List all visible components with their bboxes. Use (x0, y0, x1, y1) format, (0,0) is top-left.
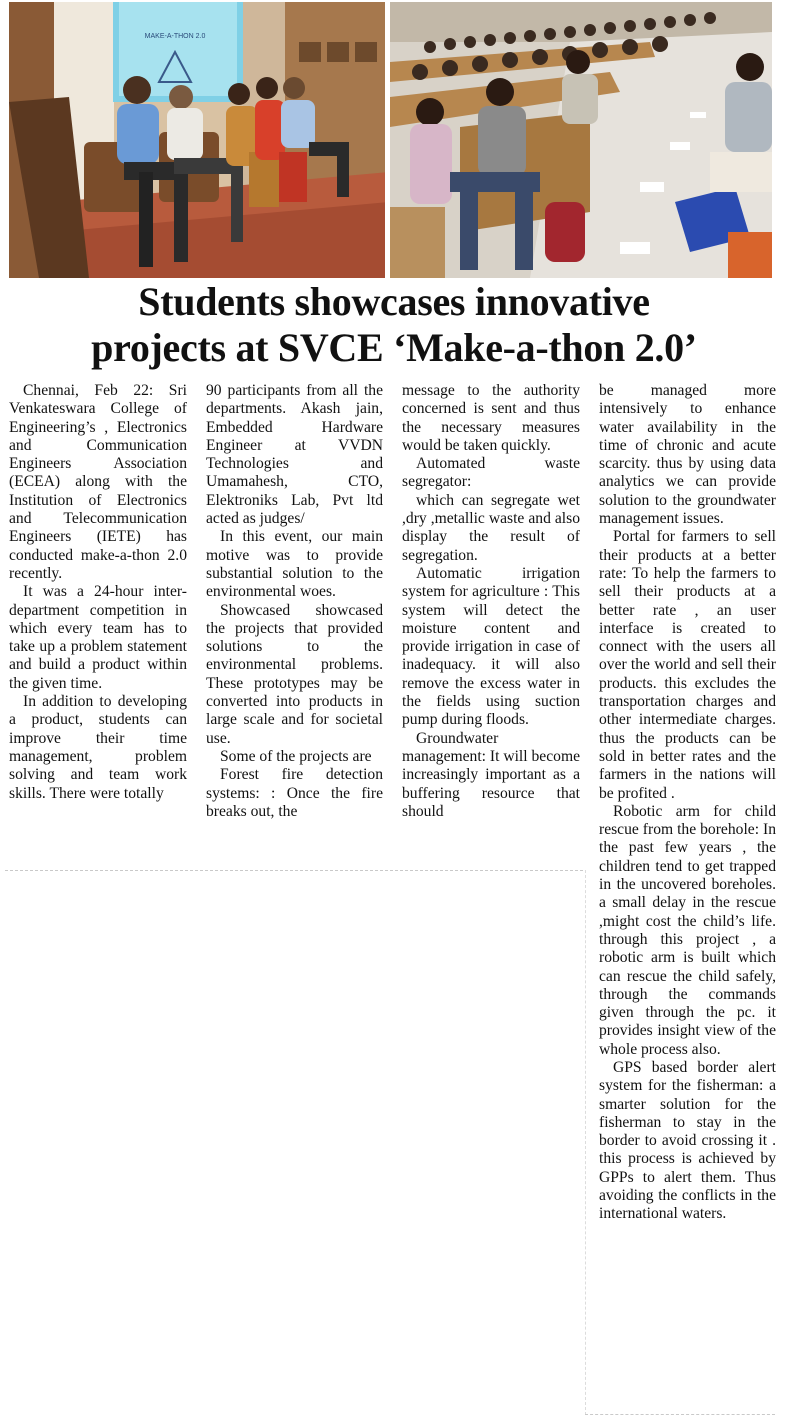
clipping-cut-line-bottom (585, 1414, 775, 1415)
paragraph: Some of the projects are (220, 747, 372, 765)
paragraph: Automated waste segregator: (402, 455, 580, 491)
screen-banner-text: MAKE-A-THON 2.0 (144, 33, 206, 40)
stage-panel-image (9, 2, 389, 278)
paragraph: message to the authority concerned is sent and thus the necessary measures would be taken quickly. (402, 382, 580, 454)
paragraph: In addition to developing a product, students can improve their time management, problem solving and team work skills. There were totally (9, 693, 187, 802)
headline-line-2: projects at SVCE ‘Make-a-thon 2.0’ (91, 325, 697, 370)
paragraph: In this event, our main motive was to provide substantial solution to the environmental woes. (206, 528, 383, 601)
paragraph: Forest fire detection systems: : Once the fire breaks out, the (206, 766, 383, 820)
paragraph: 90 participants from all the departments. Akash jain, Embedded Hardware Engineer at VVDN Technologies and Umamahesh, CTO, Elektroniks Lab, Pvt ltd acted as judges/ (206, 382, 383, 528)
article-column-3 (402, 382, 580, 821)
paragraph: Groundwater management: It will become increasingly important as a buffering resource that should (402, 729, 580, 820)
students-hall-image (390, 2, 772, 278)
paragraph: GPS based border alert system for the fisherman: a smarter solution for the fisherman to stay in the border to avoid crossing it . this process is achieved by GPPs to alert them. Thus avoiding the conflicts in the international waters. (599, 1058, 776, 1223)
article-column-1 (9, 382, 187, 803)
photo-stage-panel (9, 2, 389, 278)
article-column-2 (206, 382, 383, 821)
clipping-cut-line (5, 870, 583, 871)
paragraph: Chennai, Feb 22: Sri Venkateswara College of Engineering’s , Electronics and Communication Engineers Association (ECEA) along with the Institution of Electronics and Telecommunication Engineers (IETE) has conducted make-a-thon 2.0 recently. (9, 382, 187, 582)
article-photos (9, 2, 772, 278)
paragraph: Robotic arm for child rescue from the borehole: In the past few years , the children tend to get trapped in the uncovered boreholes. a small delay in the rescue ,might cost the child’s life. through this project , a robotic arm is built which can rescue the child safely, through the commands given through the pc. it provides insight view of the whole process also. (599, 802, 776, 1058)
paragraph: Portal for farmers to sell their products at a better rate: To help the farmers to sell their products at a better rate , an user interface is created to connect with the users all over the world and sell their products. this excludes the transportation charges and other intermediate charges. thus the products can be sold in better rates and the farmers in the nations will be profited . (599, 528, 776, 802)
photo-students-hall (390, 2, 772, 278)
paragraph: which can segregate wet ,dry ,metallic waste and also display the result of segregation. (402, 491, 580, 564)
article-column-4 (599, 382, 776, 1224)
paragraph: Automatic irrigation system for agriculture : This system will detect the moisture content and provide irrigation in case of inadequacy. it will also remove the excess water in the fields using suction pump during floods. (402, 564, 580, 729)
paragraph: It was a 24-hour inter-department competition in which every team has to take up a problem statement and build a product within the given time. (9, 583, 187, 692)
clipping-cut-line-vertical (585, 870, 586, 1415)
headline-line-1: Students showcases innovative (138, 279, 650, 324)
paragraph: be managed more intensively to enhance water availability in the time of chronic and acute scarcity. thus by using data analytics we can provide solution to the groundwater management issues. (599, 382, 776, 528)
article-headline (0, 279, 788, 371)
paragraph: Showcased showcased the projects that provided solutions to the environmental problems. These prototypes may be converted into products in large scale and for societal use. (206, 601, 383, 747)
